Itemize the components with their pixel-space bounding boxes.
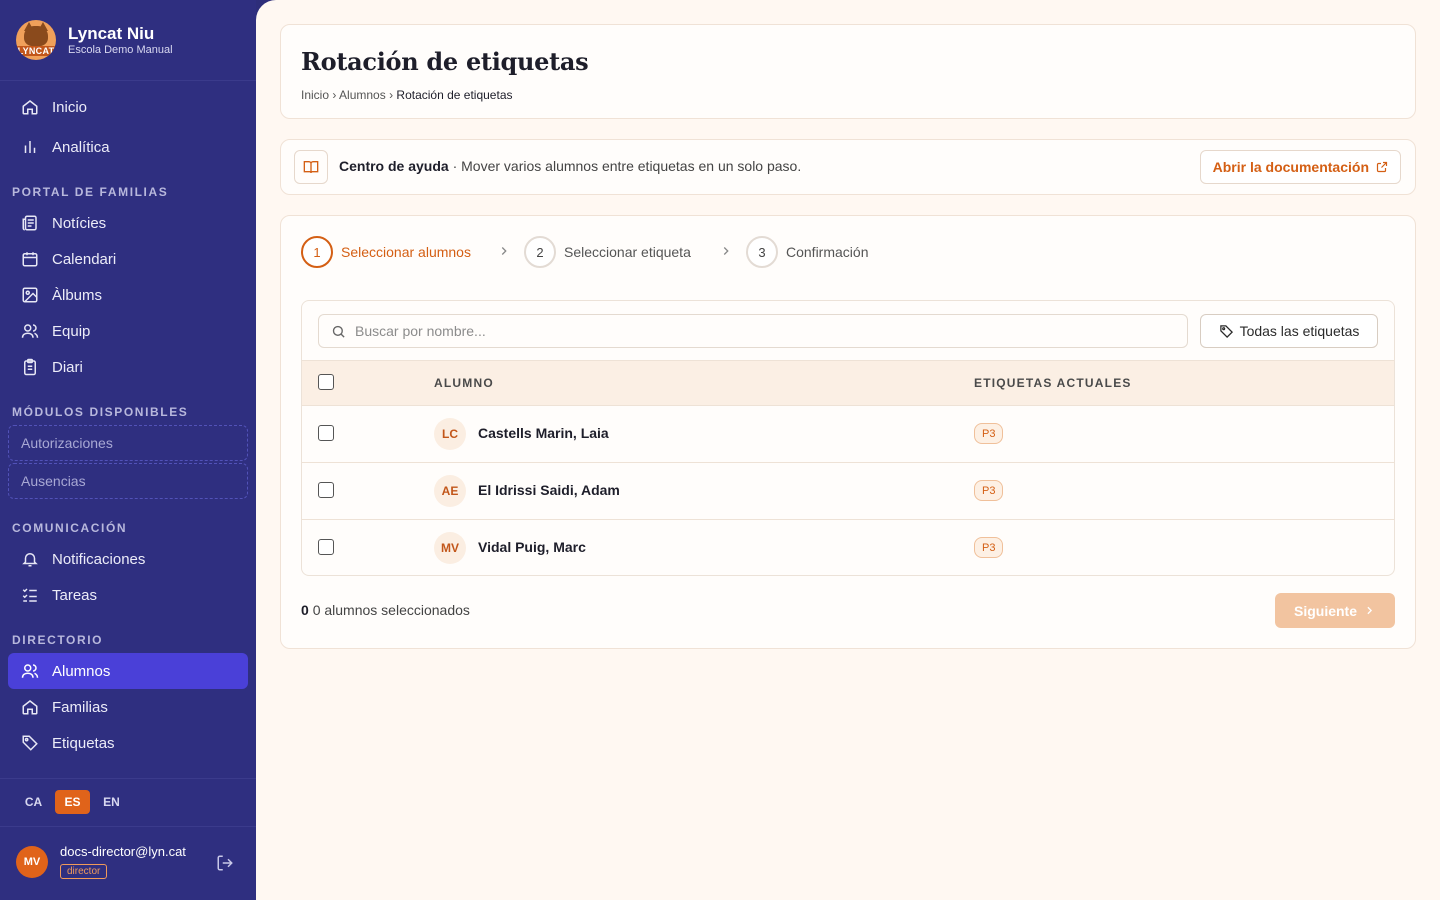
column-header-tags: ETIQUETAS ACTUALES [974, 376, 1132, 390]
book-icon [294, 150, 328, 184]
brand-title: Lyncat Niu [68, 24, 155, 43]
tag-icon [1219, 324, 1234, 339]
clipboard-icon [20, 357, 40, 377]
external-link-icon [1376, 161, 1388, 173]
home-icon [20, 697, 40, 717]
step-label: Confirmación [786, 244, 869, 260]
sidebar-item-label: Tareas [52, 586, 98, 604]
sidebar-item-calendari[interactable] [8, 241, 248, 277]
student-name: El Idrissi Saidi, Adam [478, 482, 620, 498]
sidebar-item-label: Equip [52, 322, 91, 340]
sidebar-item-equip[interactable] [8, 313, 248, 349]
step-select-students[interactable] [301, 236, 471, 268]
tag-icon [20, 733, 40, 753]
logout-icon[interactable] [216, 854, 236, 874]
sidebar-item-label: Etiquetas [52, 734, 115, 752]
help-bar [280, 139, 1416, 195]
sidebar-item-label: Alumnos [52, 662, 111, 680]
sidebar-item-albums[interactable] [8, 277, 248, 313]
lang-en[interactable]: EN [103, 795, 120, 809]
filter-button-label: Todas las etiquetas [1239, 323, 1360, 339]
breadcrumb [301, 88, 1395, 102]
breadcrumb-section[interactable]: Alumnos [339, 88, 386, 102]
sidebar-item-label: Analítica [52, 138, 110, 156]
step-label: Seleccionar alumnos [341, 244, 471, 260]
tag-badge: P3 [974, 537, 1003, 558]
tag-badge: P3 [974, 423, 1003, 444]
next-button[interactable] [1275, 593, 1395, 628]
help-text [339, 158, 801, 174]
wizard-card [280, 215, 1416, 649]
selection-text: 0 alumnos seleccionados [312, 602, 470, 618]
module-item-ausencias[interactable]: Ausencias [8, 463, 248, 499]
selection-count [301, 602, 470, 618]
section-label-communication: COMUNICACIÓN [12, 521, 128, 535]
lang-es[interactable]: ES [55, 790, 90, 814]
section-label-directory: DIRECTORIO [12, 633, 104, 647]
student-name: Castells Marin, Laia [478, 425, 609, 441]
brand[interactable] [16, 20, 173, 60]
logo-word: LYNCAT [17, 46, 55, 56]
search-input[interactable] [355, 315, 1175, 347]
sidebar-item-label: Diari [52, 358, 83, 376]
users-icon [20, 321, 40, 341]
sidebar-item-label: Inicio [52, 98, 88, 116]
sidebar-item-etiquetas[interactable] [8, 725, 248, 761]
home-icon [20, 97, 40, 117]
language-switcher [16, 790, 129, 814]
sidebar-item-label: Calendari [52, 250, 117, 268]
bell-icon [20, 549, 40, 569]
breadcrumb-separator: › [332, 88, 337, 102]
table-header [302, 360, 1394, 406]
main-content [256, 0, 1440, 900]
sidebar-item-familias[interactable] [8, 689, 248, 725]
sidebar-item-noticies[interactable] [8, 205, 248, 241]
step-select-tag[interactable] [524, 236, 691, 268]
page-title: Rotación de etiquetas [301, 47, 589, 76]
step-number: 1 [301, 236, 333, 268]
sidebar-item-label: Notificaciones [52, 550, 146, 568]
users-icon [20, 661, 40, 681]
chevron-right-icon [719, 244, 735, 260]
sidebar-item-diari[interactable] [8, 349, 248, 385]
student-name: Vidal Puig, Marc [478, 539, 586, 555]
student-avatar: AE [434, 475, 466, 507]
help-description: · Mover varios alumnos entre etiquetas en un solo paso. [452, 158, 802, 174]
student-avatar: MV [434, 532, 466, 564]
brand-subtitle: Escola Demo Manual [68, 44, 173, 56]
avatar: MV [16, 846, 48, 878]
lang-ca[interactable]: CA [24, 795, 43, 809]
sidebar [0, 0, 256, 900]
row-checkbox[interactable] [318, 539, 334, 555]
sidebar-divider [0, 826, 256, 827]
brand-logo [16, 20, 56, 60]
table-row[interactable] [302, 520, 1394, 576]
doc-button-label: Abrir la documentación [1212, 159, 1369, 175]
step-confirmation[interactable] [746, 236, 868, 268]
chart-icon [20, 137, 40, 157]
next-button-label: Siguiente [1293, 602, 1357, 619]
sidebar-item-inicio[interactable] [8, 89, 248, 125]
table-row[interactable] [302, 406, 1394, 463]
newspaper-icon [20, 213, 40, 233]
step-label: Seleccionar etiqueta [564, 244, 691, 260]
step-number: 2 [524, 236, 556, 268]
checklist-icon [20, 585, 40, 605]
sidebar-item-analitica[interactable] [8, 129, 248, 165]
sidebar-divider [0, 778, 256, 779]
student-avatar: LC [434, 418, 466, 450]
sidebar-item-notificaciones[interactable] [8, 541, 248, 577]
table-row[interactable] [302, 463, 1394, 520]
students-table [301, 300, 1395, 576]
sidebar-item-label: Familias [52, 698, 108, 716]
sidebar-item-alumnos[interactable] [8, 653, 248, 689]
module-item-autorizaciones[interactable]: Autorizaciones [8, 425, 248, 461]
tag-filter-button[interactable] [1200, 314, 1378, 348]
chevron-right-icon [1363, 604, 1376, 617]
user-email: docs-director@lyn.cat [60, 844, 186, 859]
breadcrumb-home[interactable]: Inicio [301, 88, 330, 102]
search-field [318, 314, 1188, 348]
calendar-icon [20, 249, 40, 269]
breadcrumb-separator: › [389, 88, 394, 102]
column-header-student: ALUMNO [434, 376, 494, 390]
step-number: 3 [746, 236, 778, 268]
select-all-checkbox[interactable] [318, 374, 334, 390]
sidebar-item-label: Àlbums [52, 286, 103, 304]
page-header [280, 24, 1416, 119]
image-icon [20, 285, 40, 305]
role-badge: director [60, 864, 107, 879]
section-label-modules: MÓDULOS DISPONIBLES [12, 405, 189, 419]
chevron-right-icon [497, 244, 513, 260]
tag-badge: P3 [974, 480, 1003, 501]
sidebar-divider [0, 80, 256, 81]
help-title: Centro de ayuda [339, 158, 449, 174]
row-checkbox[interactable] [318, 482, 334, 498]
user-profile[interactable] [16, 844, 186, 879]
selection-number: 0 [301, 602, 309, 618]
search-icon [331, 324, 346, 344]
open-documentation-button[interactable] [1200, 150, 1401, 184]
breadcrumb-current: Rotación de etiquetas [396, 88, 513, 102]
row-checkbox[interactable] [318, 425, 334, 441]
sidebar-item-tareas[interactable] [8, 577, 248, 613]
section-label-families: PORTAL DE FAMILIAS [12, 185, 169, 199]
sidebar-item-label: Notícies [52, 214, 107, 232]
